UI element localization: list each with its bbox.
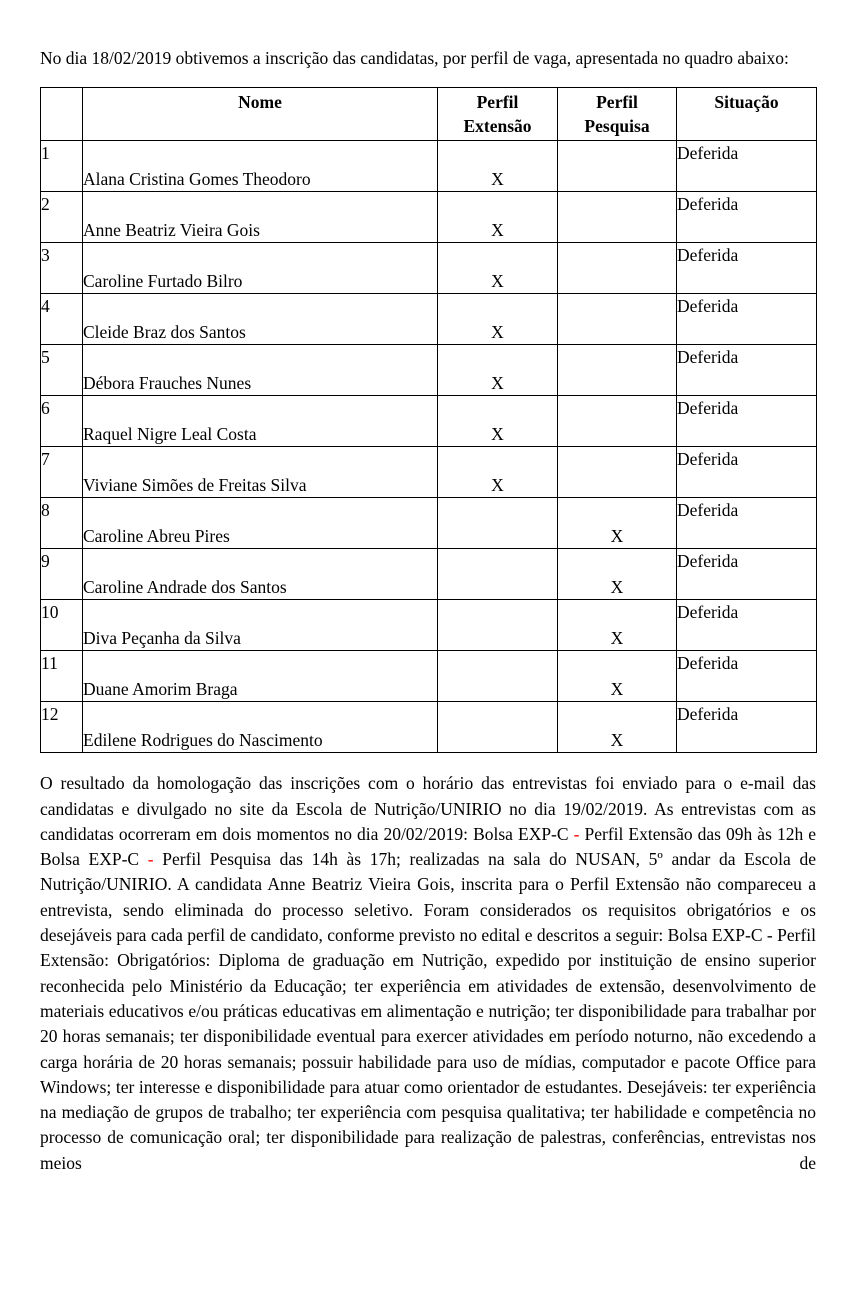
body-paragraph: O resultado da homologação das inscrições com o horário das entrevistas foi enviado para o e-mail das candidatas e divulgado no site da Escola de Nutrição/UNIRIO no dia 19/02/2019. As entrevistas com as candidatas ocorreram em dois momentos no dia 20/02/2019: Bolsa EXP-C - Perfil Extensão das 09h às 12h e Bolsa EXP-C - Perfil Pesquisa das 14h às 17h; realizadas na sala do NUSAN, 5º andar da Escola de Nutrição/UNIRIO. A candidata Anne Beatriz Vieira Gois, inscrita para o Perfil Extensão não compareceu a entrevista, sendo eliminada do processo seletivo. Foram considerados os requisitos obrigatórios e os desejáveis para cada perfil de candidato, conforme previsto no edital e descritos a seguir: Bolsa EXP-C - Perfil Extensão: Obrigatórios: Diploma de graduação em Nutrição, expedido por instituição de ensino superior reconhecida pelo Ministério da Educação; ter experiência em atividades de extensão, desenvolvimento de materiais educativos e/ou práticas educativas em alimentação e nutrição; ter disponibilidade para trabalhar por 20 horas semanais; ter disponibilidade eventual para exercer atividades em período noturno, não excedendo a carga horária de 20 horas semanais; possuir habilidade para uso de mídias, computador e pacote Office para Windows; ter interesse e disponibilidade para atuar como orientador de estudantes. Desejáveis: ter experiência na mediação de grupos de trabalho; ter experiência com pesquisa qualitativa; ter habilidade e competência no processo de comunicação oral; ter disponibilidade para realização de palestras, conferências, entrevistas nos meios de	[40, 773, 817, 1173]
row-number: 10	[41, 600, 83, 651]
situacao-value: Deferida	[677, 192, 817, 243]
table-body	[41, 141, 817, 753]
candidate-name: Anne Beatriz Vieira Gois	[83, 192, 438, 243]
pesquisa-mark	[558, 243, 677, 294]
table-row	[41, 192, 817, 243]
table-row	[41, 651, 817, 702]
table-row	[41, 702, 817, 753]
extensao-mark: X	[438, 192, 558, 243]
row-number: 9	[41, 549, 83, 600]
header-situacao: Situação	[677, 88, 817, 141]
row-number: 11	[41, 651, 83, 702]
pesquisa-mark	[558, 345, 677, 396]
situacao-value: Deferida	[677, 141, 817, 192]
candidate-name: Caroline Furtado Bilro	[83, 243, 438, 294]
pesquisa-mark	[558, 396, 677, 447]
extensao-mark: X	[438, 345, 558, 396]
candidate-name: Caroline Abreu Pires	[83, 498, 438, 549]
header-num	[41, 88, 83, 141]
table-row	[41, 600, 817, 651]
situacao-value: Deferida	[677, 447, 817, 498]
candidate-name: Diva Peçanha da Silva	[83, 600, 438, 651]
pesquisa-mark: X	[558, 651, 677, 702]
row-number: 2	[41, 192, 83, 243]
candidate-name: Débora Frauches Nunes	[83, 345, 438, 396]
situacao-value: Deferida	[677, 294, 817, 345]
candidate-name: Cleide Braz dos Santos	[83, 294, 438, 345]
table-row	[41, 447, 817, 498]
row-number: 4	[41, 294, 83, 345]
pesquisa-mark	[558, 192, 677, 243]
pesquisa-mark: X	[558, 702, 677, 753]
row-number: 5	[41, 345, 83, 396]
extensao-mark: X	[438, 243, 558, 294]
candidates-table	[40, 87, 817, 753]
extensao-mark	[438, 549, 558, 600]
extensao-mark: X	[438, 396, 558, 447]
situacao-value: Deferida	[677, 651, 817, 702]
candidate-name: Raquel Nigre Leal Costa	[83, 396, 438, 447]
situacao-value: Deferida	[677, 243, 817, 294]
table-row	[41, 498, 817, 549]
pesquisa-mark: X	[558, 549, 677, 600]
situacao-value: Deferida	[677, 396, 817, 447]
row-number: 1	[41, 141, 83, 192]
header-perfil-pesquisa: Perfil Pesquisa	[558, 88, 677, 141]
pesquisa-mark	[558, 294, 677, 345]
candidate-name: Edilene Rodrigues do Nascimento	[83, 702, 438, 753]
pesquisa-mark: X	[558, 498, 677, 549]
extensao-mark	[438, 498, 558, 549]
row-number: 3	[41, 243, 83, 294]
extensao-mark: X	[438, 294, 558, 345]
candidate-name: Caroline Andrade dos Santos	[83, 549, 438, 600]
extensao-mark: X	[438, 141, 558, 192]
table-row	[41, 243, 817, 294]
row-number: 6	[41, 396, 83, 447]
row-number: 12	[41, 702, 83, 753]
extensao-mark: X	[438, 447, 558, 498]
intro-paragraph: No dia 18/02/2019 obtivemos a inscrição das candidatas, por perfil de vaga, apresentada no quadro abaixo:	[40, 48, 789, 68]
candidate-name: Viviane Simões de Freitas Silva	[83, 447, 438, 498]
extensao-mark	[438, 702, 558, 753]
table-row	[41, 396, 817, 447]
candidate-name: Alana Cristina Gomes Theodoro	[83, 141, 438, 192]
situacao-value: Deferida	[677, 345, 817, 396]
table-header-row	[41, 88, 817, 141]
situacao-value: Deferida	[677, 498, 817, 549]
table-row	[41, 294, 817, 345]
pesquisa-mark	[558, 447, 677, 498]
extensao-mark	[438, 651, 558, 702]
header-perfil-extensao: Perfil Extensão	[438, 88, 558, 141]
situacao-value: Deferida	[677, 702, 817, 753]
situacao-value: Deferida	[677, 549, 817, 600]
table-row	[41, 345, 817, 396]
row-number: 8	[41, 498, 83, 549]
extensao-mark	[438, 600, 558, 651]
table-row	[41, 141, 817, 192]
table-row	[41, 549, 817, 600]
candidate-name: Duane Amorim Braga	[83, 651, 438, 702]
header-nome: Nome	[83, 88, 438, 141]
situacao-value: Deferida	[677, 600, 817, 651]
pesquisa-mark	[558, 141, 677, 192]
row-number: 7	[41, 447, 83, 498]
pesquisa-mark: X	[558, 600, 677, 651]
